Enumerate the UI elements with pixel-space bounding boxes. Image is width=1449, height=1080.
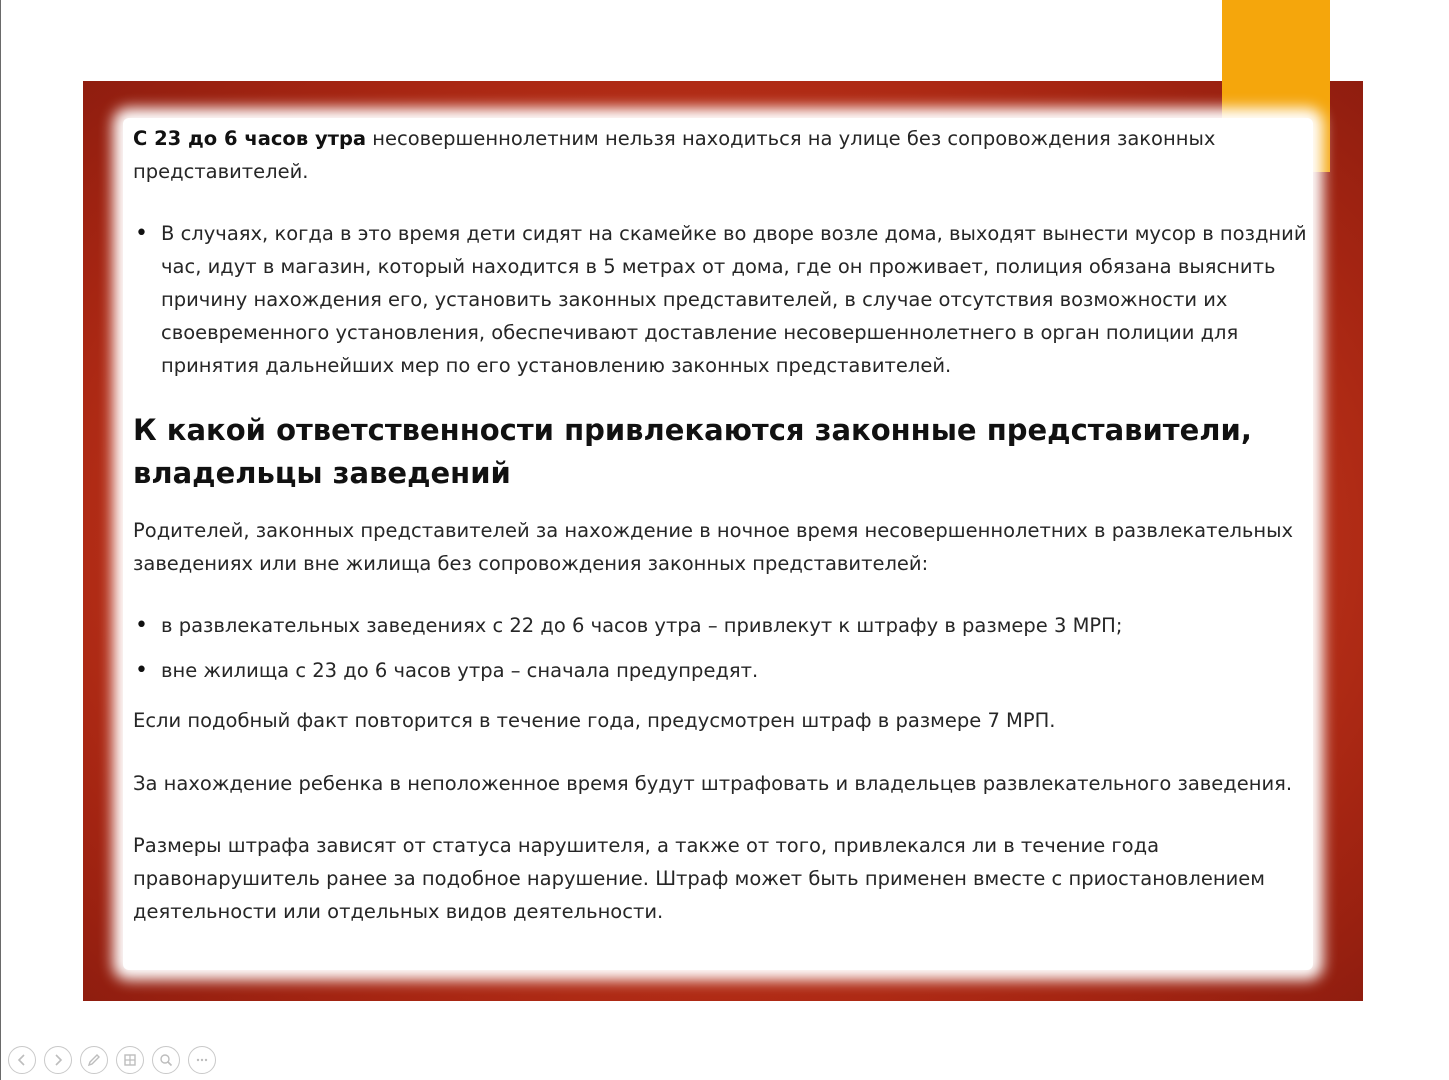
list-item bbox=[133, 217, 1313, 382]
pen-button[interactable] bbox=[80, 1046, 108, 1074]
list-item bbox=[133, 609, 1313, 642]
penalties-list bbox=[133, 609, 1313, 687]
slides-grid-button[interactable] bbox=[116, 1046, 144, 1074]
bullet-icon: • bbox=[135, 613, 148, 638]
list-item-text: В случаях, когда в это время дети сидят на скамейке во дворе возле дома, выходят вынести мусор в поздний час, идут в магазин, который находится в 5 метрах от дома, где он проживает, полиция обязана выяснить причину нахождения его, установить законных представителей, в случае отсутствия возможности их своевременного установления, обеспечивают доставление несовершеннолетнего в орган полиции для принятия дальнейших мер по его установлению законных представителей. bbox=[161, 222, 1307, 377]
fines-paragraph: Размеры штрафа зависят от статуса нарушителя, а также от того, привлекался ли в течение года правонарушитель ранее за подобное нарушение. Штраф может быть применен вместе с приостановлением деятельности или отдельных видов деятельности. bbox=[133, 834, 1265, 923]
slides-grid-icon bbox=[122, 1052, 138, 1068]
previous-slide-button[interactable] bbox=[8, 1046, 36, 1074]
bullet-icon: • bbox=[135, 221, 148, 246]
more-icon bbox=[194, 1052, 210, 1068]
list-item-text: в развлекательных заведениях с 22 до 6 часов утра – привлекут к штрафу в размере 3 МРП; bbox=[161, 614, 1123, 637]
bullet-icon: • bbox=[135, 658, 148, 683]
intro-bold: С 23 до 6 часов утра bbox=[133, 127, 367, 150]
intro-text: несовершеннолетним нельзя находиться на улице без сопровождения законных представителей. bbox=[133, 127, 1216, 183]
list-item-text: вне жилища с 23 до 6 часов утра – сначала предупредят. bbox=[161, 659, 759, 682]
zoom-button[interactable] bbox=[152, 1046, 180, 1074]
next-slide-button[interactable] bbox=[44, 1046, 72, 1074]
repeat-paragraph: Если подобный факт повторится в течение года, предусмотрен штраф в размере 7 МРП. bbox=[133, 709, 1056, 732]
slide-content bbox=[133, 122, 1313, 928]
pen-icon bbox=[86, 1052, 102, 1068]
zoom-icon bbox=[158, 1052, 174, 1068]
cases-list bbox=[133, 217, 1313, 382]
window-edge bbox=[0, 0, 1, 1080]
intro-paragraph bbox=[133, 122, 1313, 188]
section-heading: К какой ответственности привлекаются законные представители, владельцы заведений bbox=[133, 413, 1252, 490]
previous-slide-icon bbox=[14, 1052, 30, 1068]
parents-paragraph: Родителей, законных представителей за нахождение в ночное время несовершеннолетних в развлекательных заведениях или вне жилища без сопровождения законных представителей: bbox=[133, 519, 1294, 575]
list-item bbox=[133, 654, 1313, 687]
next-slide-icon bbox=[50, 1052, 66, 1068]
slideshow-toolbar bbox=[8, 1046, 216, 1076]
more-button[interactable] bbox=[188, 1046, 216, 1074]
owners-paragraph: За нахождение ребенка в неположенное время будут штрафовать и владельцев развлекательного заведения. bbox=[133, 772, 1293, 795]
